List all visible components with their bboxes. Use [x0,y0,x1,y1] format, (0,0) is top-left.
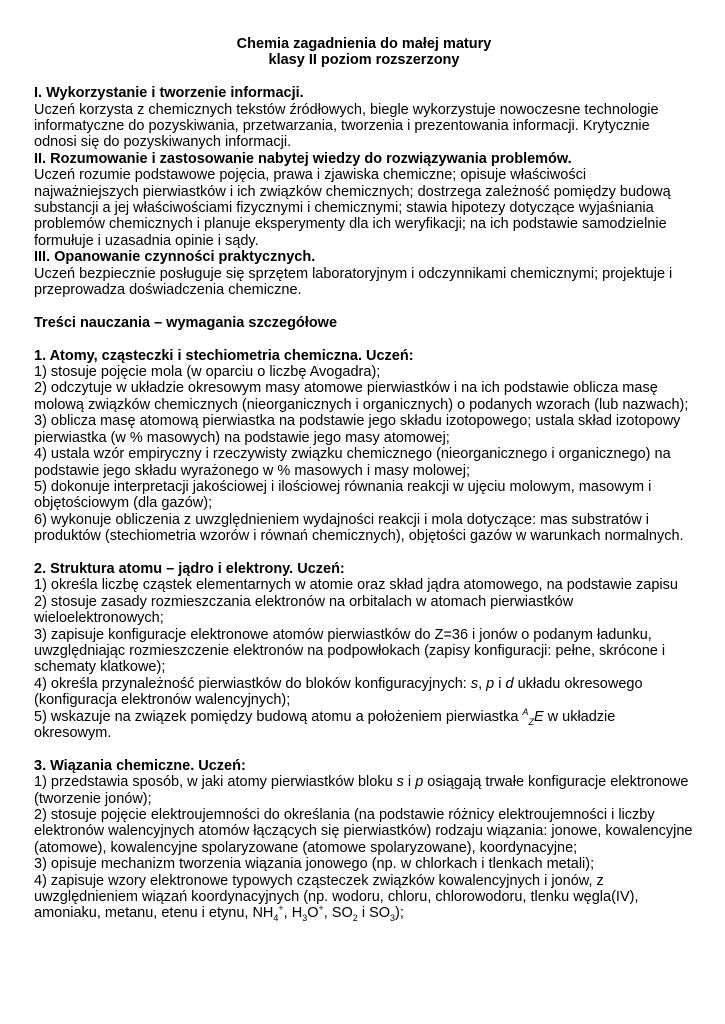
content-heading: Treści nauczania – wymagania szczegółowe [34,314,338,331]
formula-sup: + [318,903,324,914]
document-title [34,36,694,69]
goal-3-heading: III. Opanowanie czynności praktycznych. [34,249,316,266]
nuclide-notation [522,706,544,727]
title-line-1: Chemia zagadnienia do małej matury [236,36,492,52]
formula-sub: 4 [273,913,279,924]
section-2-heading: 2. Struktura atomu – jądro i elektrony. Uczeń: [34,560,345,577]
section-3-heading: 3. Wiązania chemiczne. Uczeń: [34,757,246,774]
section-1-item-3: 3) oblicza masę atomową pierwiastka na podstawie jego składu izotopowego; ustala skład izotopowy pierwiastka (w % masowych) na podstawie jego masy atomowej; [34,413,681,446]
sep: , SO [323,905,353,922]
block-s: s [470,675,479,692]
section-1-item-1: 1) stosuje pojęcie mola (w oparciu o liczbę Avogadra); [34,364,381,381]
goal-2-text: Uczeń rozumie podstawowe pojęcia, prawa i zjawiska chemiczne; opisuje właściwości najważniejszych pierwiastków i ich związków chemicznych; dostrzega zależność pomiędzy budową substancji a jej właściwościami fizycznymi i chemicznymi; stawia hipotezy dotyczące wyjaśniania problemów chemicznych i planuje eksperymenty dla ich weryfikacji; na ich podstawie samodzielnie formułuje i uzasadnia opinie i sądy. [34,167,671,249]
section-3-item-1 [34,774,694,807]
mass-number: A [522,706,529,717]
sep: i SO [357,905,391,922]
formula-sub: 3 [302,913,308,924]
document-page [34,36,694,922]
section-2-item-3: 3) zapisuje konfiguracje elektronowe atomów pierwiastków do Z=36 i jonów o podanym ładunku, uwzględniając rozmieszczenie elektronów na podpowłokach (zapisy konfiguracji: pełne, skrócone i schematy klatkowe); [34,626,666,676]
formula-sup: + [278,903,284,914]
section-2-item-4-text-b: układu okresowego (konfiguracja elektronów walencyjnych); [34,675,643,709]
formula-end: ); [395,905,404,922]
section-3-item-4-text-a: 4) zapisuje wzory elektronowe typowych cząsteczek związków kowalencyjnych i jonów, z uwzględnieniem wiązań koordynacyjnych (np. wodoru, chloru, chlorowodoru, tlenku węgla(IV), amoniaku, metanu, etenu i etynu, NH [34,872,639,922]
section-3-item-1-text-a: 1) przedstawia sposób, w jaki atomy pierwiastków bloku [34,774,397,791]
formula-base: O [307,905,319,922]
sep-mid: i [403,774,416,791]
section-1-item-2: 2) odczytuje w układzie okresowym masy atomowe pierwiastków i na ich podstawie oblicza masę molową związków chemicznych (nieorganicznych i organicznych) o podanych wzorach (lub nazwach); [34,380,689,413]
atomic-number: Z [528,716,534,727]
goal-1-text: Uczeń korzysta z chemicznych tekstów źródłowych, biegle wykorzystuje nowoczesne technologie informatyczne do pozyskiwania, przetwarzania, tworzenia i prezentowania informacji. Krytycznie odnosi się do pozyskiwanych informacji. [34,101,659,151]
goal-2-heading: II. Rozumowanie i zastosowanie nabytej wiedzy do rozwiązywania problemów. [34,150,572,167]
section-1-heading: 1. Atomy, cząsteczki i stechiometria chemiczna. Uczeń: [34,347,414,364]
goal-3-text: Uczeń bezpiecznie posługuje się sprzętem laboratoryjnym i odczynnikami chemicznymi; projektuje i przeprowadza doświadczenia chemiczne. [34,265,673,299]
section-1-item-4: 4) ustala wzór empiryczny i rzeczywisty związku chemicznego (nieorganicznego i organicznego) na podstawie jego składu wyrażonego w % masowych i masy molowej; [34,446,671,479]
section-1-item-6: 6) wykonuje obliczenia z uwzględnieniem wydajności reakcji i mola dotyczące: mas substratów i produktów (stechiometria wzorów i równań chemicznych), objętości gazów w warunkach normalnych. [34,511,684,545]
sep-2: i [494,675,506,692]
sep-1: , [478,675,487,692]
element-symbol: E [533,708,544,725]
block-d: d [505,675,514,692]
section-2-item-4 [34,676,694,709]
section-3-item-1-text-b: osiągają trwałe konfiguracje elektronowe (tworzenie jonów); [34,774,689,807]
section-1-item-5: 5) dokonuje interpretacji jakościowej i ilościowej równania reakcji w ujęciu molowym, masowym i objętościowym (dla gazów); [34,478,652,512]
section-2-item-4-text-a: 4) określa przynależność pierwiastków do bloków konfiguracyjnych: [34,675,471,692]
formula-sub: 3 [390,913,396,924]
block-p: p [486,675,495,692]
section-2-item-5-text-a: 5) wskazuje na związek pomiędzy budową atomu a położeniem pierwiastka [34,708,523,725]
section-2-item-5-text-b: w układzie okresowym. [34,708,616,741]
block-p: p [415,774,424,791]
section-3-item-4 [34,873,694,922]
title-line-2: klasy II poziom rozszerzony [268,52,460,69]
sep: , H [283,905,303,922]
goal-1-heading: I. Wykorzystanie i tworzenie informacji. [34,85,304,102]
section-2-item-2: 2) stosuje zasady rozmieszczania elektronów na orbitalach w atomach pierwiastków wieloelektronowych; [34,593,574,627]
block-s: s [396,774,404,791]
section-3-item-2: 2) stosuje pojęcie elektroujemności do określania (na podstawie różnicy elektroujemności i liczby elektronów walencyjnych atomów łączących się pierwiastków) rodzaju wiązania: jonowe, kowalencyjne (atomowe), kowalencyjne spolaryzowane (atomowe spolaryzowane), koordynacyjne; [34,807,693,856]
section-3-item-3: 3) opisuje mechanizm tworzenia wiązania jonowego (np. w chlorkach i tlenkach metali); [34,856,595,873]
section-2-item-5 [34,706,694,742]
formula-sub: 2 [352,913,358,924]
section-2-item-1: 1) określa liczbę cząstek elementarnych w atomie oraz skład jądra atomowego, na podstawie zapisu [34,577,678,594]
